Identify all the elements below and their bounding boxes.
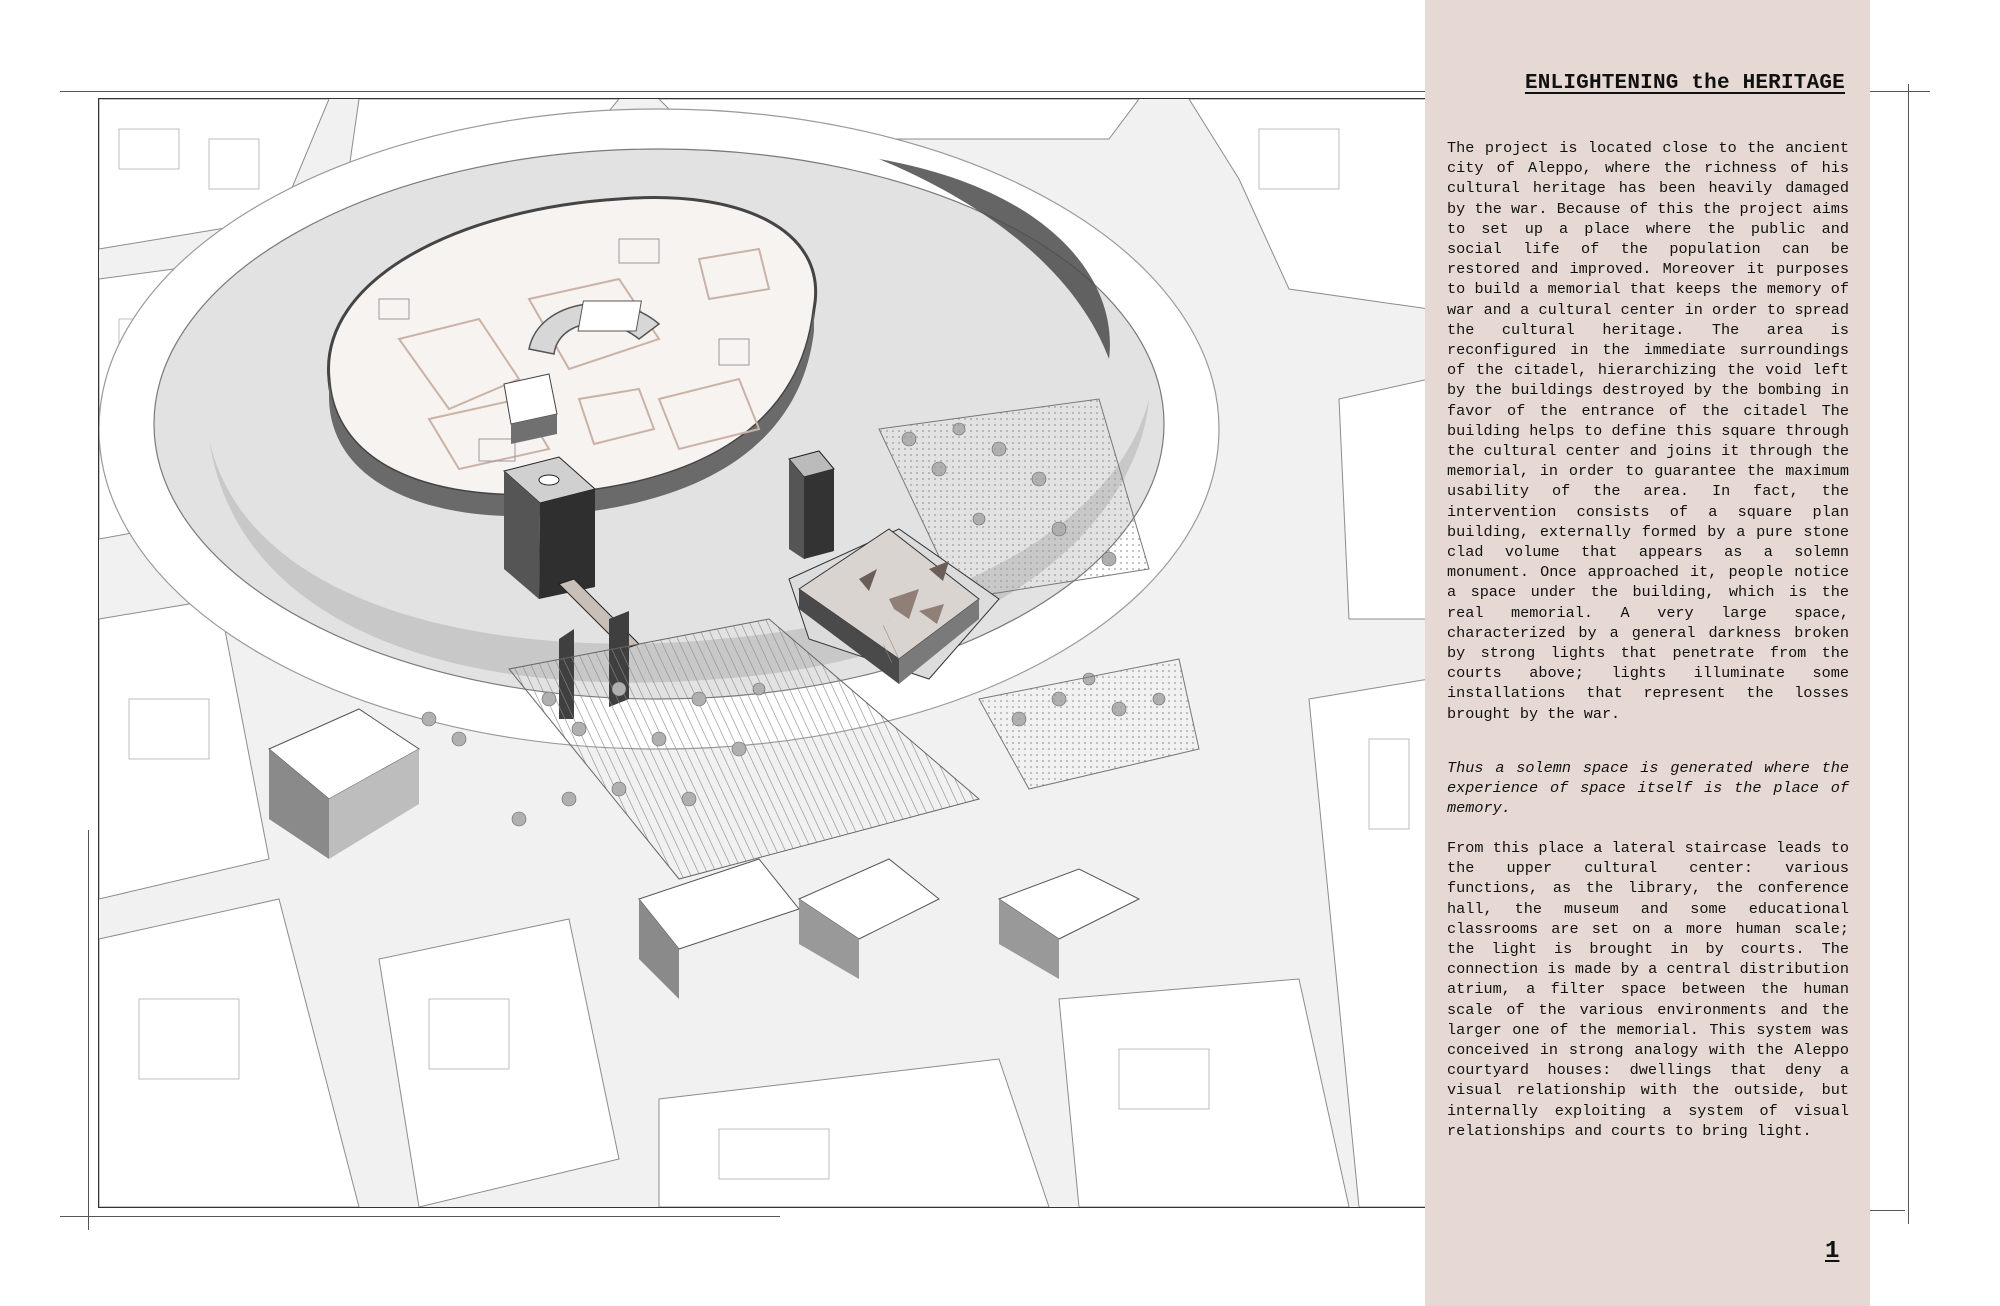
- frame-line-left: [88, 830, 89, 1230]
- page-number: 1: [1825, 1238, 1840, 1265]
- frame-line-right: [1908, 84, 1909, 1224]
- frame-line-bottom-left: [60, 1216, 780, 1217]
- description-paragraph-1: The project is located close to the ancient city of Aleppo, where the richness of his cultural heritage has been heavily damaged by the war. Because of this the project aims to set up a place where the public and social life of the population can be restored and improved. Moreover it purposes to build a memorial that keeps the memory of war and a cultural center in order to spread the cultural heritage. The area is reconfigured in the immediate surroundings of the citadel, hierarchizing the void left by the buildings destroyed by the bombing in favor of the entrance of the citadel The building helps to define this square through the cultural center and joins it through the memorial, in order to guarantee the maximum usability of the area. In fact, the intervention consists of a square plan building, externally formed by a pure stone clad volume that appears as a solemn monument. Once approached it, people notice a space under the building, which is the real memorial. A very large space, characterized by a general darkness broken by strong lights that penetrate from the courts above; lights illuminate some installations that represent the losses brought by the war.: [1447, 139, 1849, 723]
- citadel-axonometric-drawing: [98, 98, 1430, 1208]
- description-panel: [1425, 0, 1870, 1306]
- panel-title: ENLIGHTENING the HERITAGE: [1524, 72, 1845, 95]
- description-paragraph-3: From this place a lateral staircase leads to the upper cultural center: various functions, as the library, the conference hall, the museum and some educational classrooms are set on a more human scale; the light is brought in by courts. The connection is made by a central distribution atrium, a filter space between the human scale of the various environments and the larger one of the memorial. This system was conceived in strong analogy with the Aleppo courtyard houses: dwellings that deny a visual relationship with the outside, but internally exploiting a system of visual relationships and courts to bring light.: [1447, 839, 1849, 1140]
- description-paragraph-2: Thus a solemn space is generated where the experience of space itself is the place of memory.: [1447, 759, 1849, 818]
